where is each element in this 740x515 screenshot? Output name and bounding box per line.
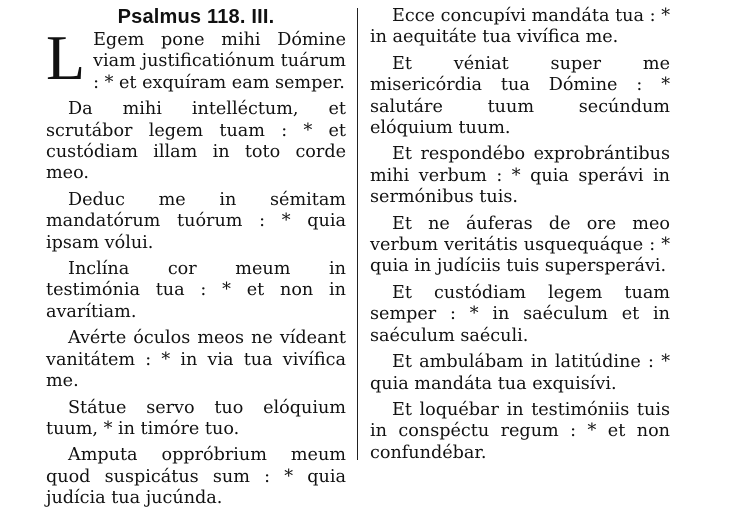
verse-2: Da mihi intelléctum, et scrutábor legem tuam : * et custódiam illam in toto corde meo. (46, 99, 346, 184)
verse-8: Ecce concupívi mandáta tua : * in aequitáte tua vivífica me. (370, 6, 670, 48)
verse-1 (46, 22, 346, 94)
psalm-title: Psalmus 118. III. (117, 6, 275, 28)
verse-9: Et véniat super me misericórdia tua Dómine : * salutáre tuum secúndum elóquium tuum. (370, 53, 670, 139)
drop-capital: L (46, 22, 86, 93)
column-divider (357, 8, 358, 460)
verse-14: Et loquébar in testimóniis tuis in conspéctu regum : * et non confundébar. (370, 399, 670, 463)
verse-12: Et custódiam legem tuam semper : * in saéculum et in saéculum saéculi. (370, 282, 670, 346)
left-column (46, 6, 346, 515)
right-column (370, 6, 670, 469)
verse-1-text: Egem pone mihi Dómine viam justificatiónum tuárum : * et exquíram eam semper. (93, 30, 346, 93)
verse-10: Et respondébo exprobrántibus mihi verbum : * quia sperávi in sermónibus tuis. (370, 144, 670, 208)
verse-5: Avérte óculos meos ne vídeant vanitátem : * in via tua vivífica me. (46, 328, 346, 392)
verse-6: Státue servo tuo elóquium tuum, * in timóre tuo. (46, 397, 346, 439)
verse-11: Et ne áuferas de ore meo verbum veritátis usquequáque : * quia in judíciis tuis supersperávi. (370, 213, 670, 277)
verse-4: Inclína cor meum in testimónia tua : * et non in avarítiam. (46, 259, 346, 322)
verse-7: Amputa oppróbrium meum quod suspicátus sum : * quia judícia tua jucúnda. (46, 445, 346, 509)
verse-3: Deduc me in sémitam mandatórum tuórum : * quia ipsam vólui. (46, 189, 346, 253)
verse-13: Et ambulábam in latitúdine : * quia mandáta tua exquisívi. (370, 352, 670, 394)
